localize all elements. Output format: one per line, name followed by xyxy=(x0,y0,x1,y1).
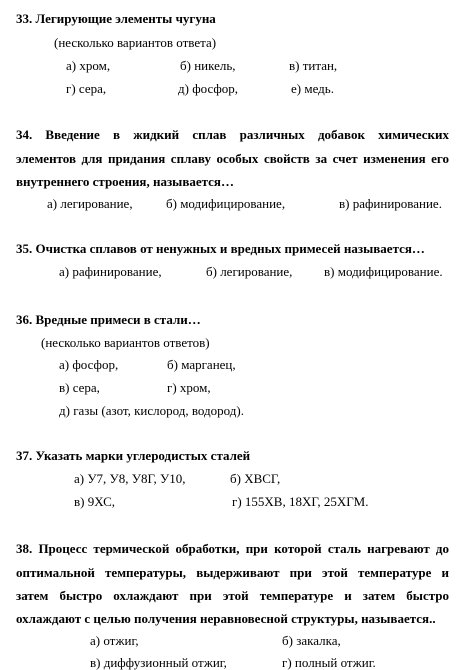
q33-option-b: б) никель, xyxy=(180,58,236,73)
q34-option-v: в) рафинирование. xyxy=(339,196,442,211)
q34-option-b: б) модифицирование, xyxy=(166,196,286,211)
q37-option-v: в) 9ХС, xyxy=(74,494,116,509)
q37-option-b: б) ХВСГ, xyxy=(230,471,281,486)
q35-option-v: в) модифицирование. xyxy=(324,264,443,279)
q33-option-e: е) медь. xyxy=(291,81,334,96)
q35-option-a: а) рафинирование, xyxy=(59,264,162,279)
question-33-title: 33. Легирующие элементы чугуна xyxy=(16,11,216,26)
q38-option-v: в) диффузионный отжиг, xyxy=(90,655,227,670)
q38-option-g: г) полный отжиг. xyxy=(282,655,376,670)
question-38-line-2: оптимальной температуры, выдерживают при этой температуре и xyxy=(16,565,449,580)
question-37-title: 37. Указать марки углеродистых сталей xyxy=(16,448,251,463)
q36-option-g: г) хром, xyxy=(167,380,211,395)
question-36-note: (несколько вариантов ответов) xyxy=(41,335,210,350)
q38-option-b: б) закалка, xyxy=(282,633,341,648)
q33-option-g: г) сера, xyxy=(66,81,107,96)
q36-option-a: а) фосфор, xyxy=(59,357,119,372)
question-34-line-2: элементов для придания сплаву особых свойств за счет изменения его xyxy=(16,151,449,166)
question-35-title: 35. Очистка сплавов от ненужных и вредных примесей называется… xyxy=(16,241,425,256)
question-38-line-1: 38. Процесс термической обработки, при которой сталь нагревают до xyxy=(16,541,449,556)
question-38-line-4: охлаждают с целью получения неравновесной структуры, называется.. xyxy=(16,611,436,626)
question-36-title: 36. Вредные примеси в стали… xyxy=(16,312,201,327)
question-34-line-3: внутреннего строения, называется… xyxy=(16,174,234,189)
q37-option-g: г) 155ХВ, 18ХГ, 25ХГМ. xyxy=(232,494,369,509)
question-34-line-1: 34. Введение в жидкий сплав различных добавок химических xyxy=(16,127,449,142)
q33-option-v: в) титан, xyxy=(289,58,338,73)
question-38-line-3: затем быстро охлаждают при этой температуре и затем быстро xyxy=(16,588,449,603)
q36-option-d: д) газы (азот, кислород, водород). xyxy=(59,403,244,418)
q38-option-a: а) отжиг, xyxy=(90,633,139,648)
q33-option-a: а) хром, xyxy=(66,58,111,73)
q37-option-a: а) У7, У8, У8Г, У10, xyxy=(74,471,186,486)
q33-option-d: д) фосфор, xyxy=(178,81,239,96)
q35-option-b: б) легирование, xyxy=(206,264,293,279)
question-33-note: (несколько вариантов ответа) xyxy=(54,35,217,50)
q34-option-a: а) легирование, xyxy=(47,196,133,211)
q36-option-b: б) марганец, xyxy=(167,357,236,372)
q36-option-v: в) сера, xyxy=(59,380,100,395)
